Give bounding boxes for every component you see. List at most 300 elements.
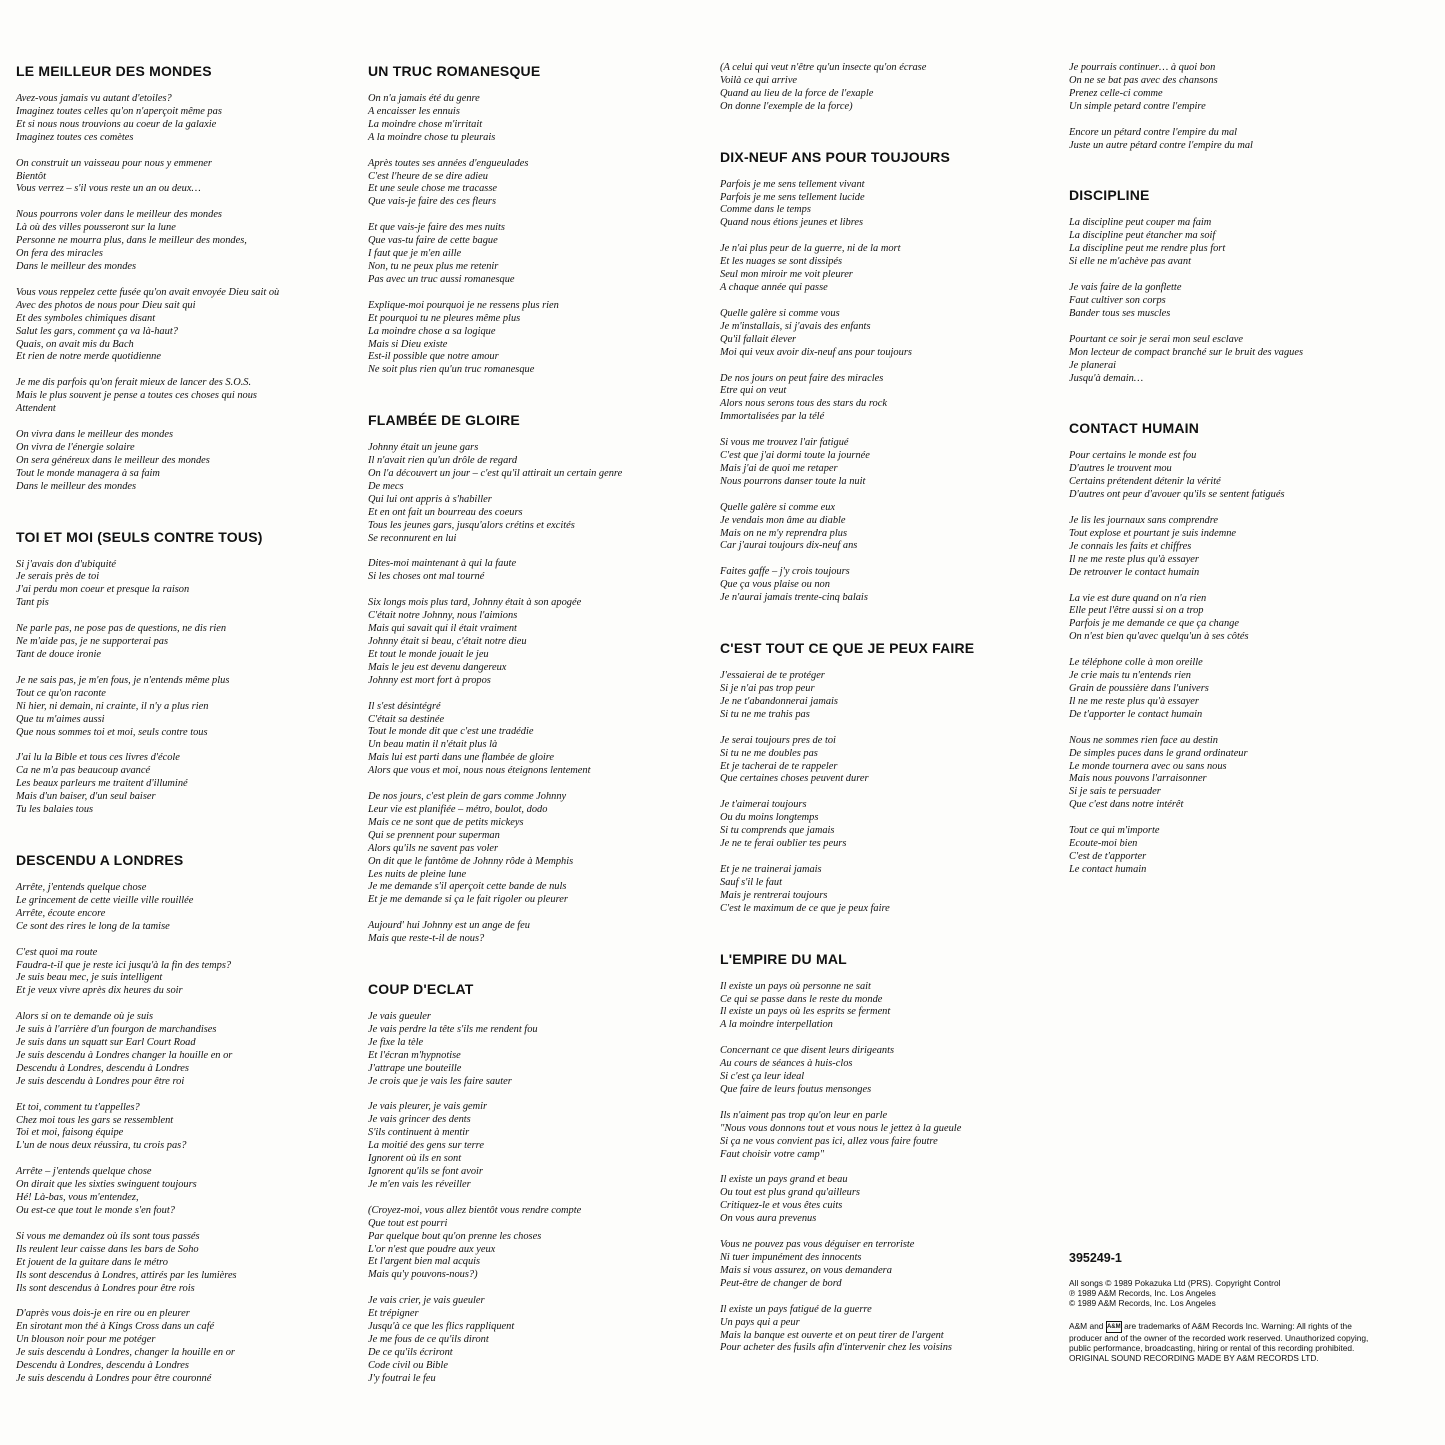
stanza: [720, 62, 1050, 114]
lyric-line: Mais si Dieu existe: [368, 338, 448, 350]
lyric-line: Leur vie est planifiée – métro, boulot, dodo: [368, 803, 548, 815]
lyric-line: Il existe un pays fatigué de la guerre: [720, 1303, 872, 1315]
lyric-line: Je serais près de toi: [16, 571, 100, 583]
lyric-line: Ni hier, ni demain, ni crainte, il n'y a plus rien: [16, 700, 209, 712]
lyric-line: Mais ce ne sont que de petits mickeys: [368, 816, 524, 828]
lyric-line: Un beau matin il n'était plus là: [368, 739, 498, 751]
lyric-line: Jusqu'à ce que les flics rappliquent: [368, 1321, 515, 1333]
stanza: [720, 1304, 1050, 1356]
stanza: [16, 158, 346, 197]
lyric-line: Je vais perdre la tête s'ils me rendent fou: [368, 1023, 538, 1035]
stanza: [368, 1011, 698, 1088]
lyric-line: Prenez celle-ci comme: [1069, 87, 1163, 99]
stanza: [1069, 334, 1399, 386]
lyric-line: Il ne me reste plus qu'à essayer: [1069, 695, 1199, 707]
lyric-line: La vie est dure quand on n'a rien: [1069, 592, 1207, 604]
lyric-line: On vivra dans le meilleur des mondes: [16, 429, 173, 441]
song-title: CONTACT HUMAIN: [1069, 420, 1200, 437]
lyric-line: Ce qui se passe dans le reste du monde: [720, 993, 883, 1005]
lyric-line: Ils sont descendus à Londres pour être rois: [16, 1282, 195, 1294]
credit-line: © 1989 A&M Records, Inc. Los Angeles: [1069, 1298, 1216, 1309]
stanza: [368, 93, 698, 145]
legal-notice: [1069, 1321, 1369, 1364]
lyric-line: Et je ne trainerai jamais: [720, 863, 822, 875]
song-title: L'EMPIRE DU MAL: [720, 950, 847, 967]
stanza: [368, 158, 698, 210]
lyric-line: Mais la banque est ouverte et on peut tirer de l'argent: [720, 1329, 944, 1341]
lyric-line: Avec des photos de nous pour Dieu sait qui: [16, 299, 196, 311]
lyric-line: De nos jours, c'est plein de gars comme Johnny: [368, 791, 567, 803]
lyric-line: Je lis les journaux sans comprendre: [1069, 515, 1219, 527]
lyric-line: Alors que vous et moi, nous nous éteignons lentement: [368, 765, 591, 777]
lyric-line: Chez moi tous les gars se ressemblent: [16, 1114, 174, 1126]
lyric-line: Je m'en vais les réveiller: [368, 1178, 471, 1190]
stanza: [368, 791, 698, 907]
lyric-line: Pour certains le monde est fou: [1069, 450, 1197, 462]
song-title: DISCIPLINE: [1069, 187, 1150, 204]
lyric-line: Dans le meilleur des mondes: [16, 480, 137, 492]
stanza: [368, 1101, 698, 1191]
lyric-line: D'après vous dois-je en rire ou en pleurer: [16, 1308, 190, 1320]
lyric-line: J'ai lu la Bible et tous ces livres d'école: [16, 752, 180, 764]
stanza: [720, 373, 1050, 425]
stanza: [368, 300, 698, 377]
lyric-line: Ne m'aide pas, je ne supporterai pas: [16, 636, 169, 648]
lyric-line: Tous les jeunes gars, jusqu'alors crétins et excités: [368, 519, 575, 531]
lyric-line: Je suis descendu à Londres pour être couronné: [16, 1372, 212, 1384]
stanza: [720, 437, 1050, 489]
lyric-line: Imaginez toutes ces comètes: [16, 131, 134, 143]
stanza: [1069, 127, 1399, 153]
stanza: [16, 1102, 346, 1154]
lyric-line: Et jouent de la guitare dans le métro: [16, 1256, 168, 1268]
lyric-line: Si je n'ai pas trop peur: [720, 683, 815, 694]
lyric-line: C'est de t'apporter: [1069, 850, 1147, 862]
lyric-line: Alors qu'ils ne savent pas voler: [368, 842, 499, 854]
lyric-line: On construit un vaisseau pour nous y emmener: [16, 157, 212, 169]
stanza: [16, 947, 346, 999]
lyric-line: Jusqu'à demain…: [1069, 372, 1144, 384]
lyric-line: Mais j'ai de quoi me retaper: [720, 462, 838, 474]
lyric-line: On l'a découvert un jour – c'est qu'il attirait un certain genre: [368, 468, 623, 480]
lyric-line: Je suis dans un squatt sur Earl Court Road: [16, 1037, 196, 1049]
lyric-line: Ecoute-moi bien: [1069, 838, 1138, 850]
stanza: [16, 209, 346, 274]
lyric-line: Six longs mois plus tard, Johnny était à son apogée: [368, 597, 582, 609]
lyric-line: Quais, on avait mis du Bach: [16, 338, 134, 350]
song-block: [720, 639, 1050, 916]
song-block: [368, 980, 698, 1386]
lyric-line: La moindre chose a sa logique: [368, 325, 496, 337]
lyric-line: De t'apporter le contact humain: [1069, 708, 1203, 720]
lyric-line: Je vais pleurer, je vais gemir: [368, 1101, 488, 1113]
song-title: FLAMBÉE DE GLOIRE: [368, 412, 520, 429]
lyric-line: Tant de douce ironie: [16, 649, 101, 660]
lyric-line: Et toi, comment tu t'appelles?: [16, 1101, 140, 1113]
lyric-line: Ils n'aiment pas trop qu'on leur en parle: [720, 1109, 888, 1121]
lyric-line: Elle peut l'être aussi si on a trop: [1069, 605, 1204, 617]
lyric-line: Ne soit plus rien qu'un truc romanesque: [368, 364, 535, 376]
lyric-line: D'autres ont peur d'avouer qu'ils se sentent fatigués: [1069, 489, 1285, 501]
lyric-line: A la moindre chose tu pleurais: [368, 131, 496, 143]
lyric-line: Nous pourrons voler dans le meilleur des mondes: [16, 209, 222, 221]
lyric-line: Et les nuages se sont dissipés: [720, 256, 843, 268]
lyric-line: Que tu m'aimes aussi: [16, 713, 105, 725]
song-title: C'EST TOUT CE QUE JE PEUX FAIRE: [720, 640, 975, 657]
lyric-line: Et rien de notre merde quotidienne: [16, 351, 161, 363]
lyric-line: Ce sont des rires le long de la tamise: [16, 920, 170, 932]
lyric-line: Parfois je me sens tellement lucide: [720, 191, 865, 203]
lyric-line: Et trépigner: [368, 1308, 419, 1320]
stanza: [368, 920, 698, 946]
lyric-line: Si tu comprends que jamais: [720, 825, 835, 837]
credit-line: ℗ 1989 A&M Records, Inc. Los Angeles: [1069, 1288, 1216, 1299]
stanza: [1069, 217, 1399, 269]
lyric-line: Que certaines choses peuvent durer: [720, 773, 869, 785]
stanza: [16, 623, 346, 662]
lyric-line: Qui se prennent pour superman: [368, 829, 500, 841]
lyric-line: Et pourquoi tu ne pleures même plus: [368, 312, 521, 324]
lyric-line: Johnny était un jeune gars: [368, 442, 479, 454]
lyric-line: Que ça vous plaise ou non: [720, 579, 830, 591]
lyric-line: On ne se bat pas avec des chansons: [1069, 74, 1218, 86]
lyric-line: Tout explose et pourtant je suis indemne: [1069, 527, 1237, 539]
lyric-line: Encore un pétard contre l'empire du mal: [1069, 126, 1238, 138]
lyric-line: Un blouson noir pour me potéger: [16, 1334, 156, 1346]
song-title: LE MEILLEUR DES MONDES: [16, 63, 212, 79]
song-block: [16, 528, 346, 817]
lyric-line: Tout le monde dit que c'est une tradédie: [368, 726, 534, 738]
lyric-line: Sauf s'il le faut: [720, 876, 782, 888]
lyric-line: Critiquez-le et vous êtes cuits: [720, 1200, 843, 1212]
lyric-line: Quand au lieu de la force de l'exaple: [720, 87, 874, 99]
lyric-line: I faut que je m'en aille: [368, 248, 462, 260]
legal-prefix: A&M and: [1069, 1320, 1104, 1331]
lyric-line: On vous aura prevenus: [720, 1213, 817, 1225]
lyric-line: On vivra de l'énergie solaire: [16, 441, 135, 453]
stanza: [368, 222, 698, 287]
lyric-line: La discipline peut couper ma faim: [1069, 217, 1212, 229]
lyric-line: Si tu ne me doubles pas: [720, 747, 818, 759]
lyric-line: Seul mon miroir me voit pleurer: [720, 269, 853, 281]
lyric-line: Je suis descendu à Londres changer la houille en or: [16, 1049, 233, 1061]
lyric-line: Mais lui est parti dans une flambée de gloire: [368, 752, 555, 764]
lyric-line: Si j'avais don d'ubiquité: [16, 558, 116, 570]
stanza: [16, 287, 346, 364]
lyric-line: Et en ont fait un bourreau des coeurs: [368, 506, 523, 518]
stanza: [368, 558, 698, 584]
lyric-line: On fera des miracles: [16, 248, 103, 260]
lyric-line: J'ai perdu mon coeur et presque la raison: [16, 584, 190, 596]
stanza: [720, 1174, 1050, 1226]
lyric-line: Arrête – j'entends quelque chose: [16, 1166, 152, 1178]
lyric-line: L'or n'est que poudre aux yeux: [368, 1243, 496, 1255]
lyric-line: S'ils continuent à mentir: [368, 1127, 470, 1139]
copyright-credits: [1069, 1278, 1389, 1309]
lyric-line: Je ne sais pas, je m'en fous, je n'entends même plus: [16, 674, 230, 686]
lyric-line: Ne parle pas, ne pose pas de questions, ne dis rien: [16, 623, 227, 635]
lyric-line: Tant pis: [16, 597, 49, 609]
lyric-line: De simples puces dans le grand ordinateur: [1069, 747, 1248, 759]
lyric-line: Dites-moi maintenant à qui la faute: [368, 558, 517, 570]
lyric-line: Et l'écran m'hypnotise: [368, 1049, 461, 1061]
lyric-line: Je vais crier, je vais gueuler: [368, 1295, 485, 1307]
lyric-line: Et si nous nous trouvions au coeur de la galaxie: [16, 118, 217, 130]
lyrics-column-4: [1069, 62, 1399, 877]
lyric-line: Si les choses ont mal tourné: [368, 571, 485, 583]
stanza: [16, 1308, 346, 1385]
song-block: [16, 851, 346, 1386]
lyric-line: J'y foutrai le feu: [368, 1372, 436, 1384]
lyric-line: Vous vous reppelez cette fusée qu'on avait envoyée Dieu sait où: [16, 286, 280, 298]
lyric-line: On n'a jamais été du genre: [368, 93, 480, 104]
lyric-line: Et l'argent bien mal acquis: [368, 1256, 481, 1268]
lyric-line: La moindre chose m'irritait: [368, 118, 483, 130]
lyric-line: On sera généreux dans le meilleur des mondes: [16, 454, 210, 466]
song-title: DESCENDU A LONDRES: [16, 851, 184, 868]
lyric-line: (A celui qui veut n'être qu'un insecte qu'on écrase: [720, 62, 927, 73]
lyric-line: Arrête, écoute encore: [16, 907, 106, 919]
lyric-line: Et je veux vivre après dix heures du soir: [16, 985, 183, 997]
stanza: [720, 1045, 1050, 1097]
lyric-line: La moitié des gens sur terre: [368, 1140, 484, 1152]
lyric-line: Mais le plus souvent je pense a toutes ces choses qui nous: [16, 390, 257, 402]
lyric-line: A chaque année qui passe: [720, 281, 828, 293]
lyric-line: Vous ne pouvez pas vous déguiser en terroriste: [720, 1239, 915, 1251]
stanza: [720, 864, 1050, 916]
lyric-line: Ignorent où ils en sont: [368, 1153, 462, 1165]
lyric-line: Je vais gueuler: [368, 1011, 431, 1023]
lyric-line: Ils reulent leur caisse dans les bars de Soho: [16, 1243, 199, 1255]
lyric-line: Imaginez toutes celles qu'on n'aperçoit même pas: [16, 105, 222, 117]
song-block: [368, 411, 698, 946]
lyric-line: Je suis descendu à Londres pour être roi: [16, 1075, 185, 1087]
stanza: [720, 799, 1050, 851]
lyric-line: La discipline peut étancher ma soif: [1069, 230, 1216, 242]
lyric-line: Bientôt: [16, 170, 47, 182]
lyric-line: Etre qui on veut: [720, 385, 787, 397]
lyric-line: Je suis à l'arrière d'un fourgon de marchandises: [16, 1024, 217, 1036]
lyric-line: Peut-être de changer de bord: [720, 1277, 842, 1289]
lyric-line: C'est le maximum de ce que je peux faire: [720, 902, 890, 914]
legal-text: are trademarks of A&M Records Inc. Warning: All rights of the producer and of the owner of the recorded work reserved. Unauthorized copying, public performance, broadcasting, hiring or rental of this recording prohibited. ORIGINAL SOUND RECORDING MADE BY A&M RECORDS LTD.: [1069, 1320, 1369, 1364]
lyric-line: Si vous me demandez où ils sont tous passés: [16, 1230, 200, 1242]
lyric-line: (Croyez-moi, vous allez bientôt vous rendre compte: [368, 1204, 582, 1216]
lyric-line: Johnny est mort fort à propos: [368, 674, 491, 686]
stanza: [720, 1239, 1050, 1291]
lyric-line: Johnny était si beau, c'était notre dieu: [368, 636, 527, 647]
stanza: [368, 701, 698, 778]
lyric-line: De nos jours on peut faire des miracles: [720, 372, 884, 384]
lyric-line: Pourtant ce soir je serai mon seul esclave: [1069, 333, 1244, 345]
lyric-line: Et une seule chose me tracasse: [368, 183, 497, 195]
lyric-line: Quelle galère si comme eux: [720, 501, 836, 513]
lyric-line: Ignorent qu'ils se font avoir: [368, 1166, 483, 1177]
lyric-line: Descendu à Londres, descendu à Londres: [16, 1062, 189, 1074]
lyric-line: Je fixe la tèle: [368, 1036, 424, 1048]
lyric-line: Mais si vous assurez, on vous demandera: [720, 1264, 892, 1276]
lyric-line: Attendent: [16, 403, 56, 415]
lyric-line: Comme dans le temps: [720, 204, 811, 216]
lyric-line: Le monde tournera avec ou sans nous: [1069, 760, 1227, 772]
lyric-line: Juste un autre pétard contre l'empire du mal: [1069, 139, 1253, 151]
lyric-line: Les nuits de pleine lune: [368, 868, 467, 880]
lyric-line: C'est quoi ma route: [16, 946, 98, 958]
lyric-line: Personne ne mourra plus, dans le meilleur des mondes,: [16, 235, 247, 247]
lyric-line: Qui lui ont appris à s'habiller: [368, 493, 492, 505]
lyric-line: Il existe un pays où personne ne sait: [720, 980, 871, 992]
lyric-line: Je suis beau mec, je suis intelligent: [16, 972, 163, 984]
lyric-line: Que vas-tu faire de cette bague: [368, 235, 498, 247]
lyric-line: Ou tout est plus grand qu'ailleurs: [720, 1187, 860, 1199]
song-block: [1069, 186, 1399, 385]
lyric-line: Et je me demande si ça le fait rigoler ou pleurer: [368, 894, 568, 906]
song-block: [1069, 419, 1399, 876]
credits-block: [1069, 1251, 1389, 1363]
lyric-line: Alors nous serons tous des stars du rock: [720, 398, 887, 410]
lyric-line: Faudra-t-il que je reste ici jusqu'à la fin des temps?: [16, 959, 232, 971]
stanza: [720, 179, 1050, 231]
lyric-line: Que tout est pourri: [368, 1217, 448, 1229]
stanza: [720, 670, 1050, 722]
lyric-line: Je crie mais tu n'entends rien: [1069, 670, 1191, 682]
lyric-line: Tu les balaies tous: [16, 804, 94, 816]
lyric-line: Si vous me trouvez l'air fatigué: [720, 437, 849, 449]
lyric-line: Un simple petard contre l'empire: [1069, 100, 1206, 112]
stanza: [1069, 515, 1399, 580]
stanza: [1069, 735, 1399, 812]
lyric-line: Tout le monde managera à sa faim: [16, 467, 160, 479]
lyric-line: Je vais grincer des dents: [368, 1114, 471, 1126]
lyric-line: Il s'est désintégré: [368, 700, 441, 712]
lyric-line: Ou du moins longtemps: [720, 812, 819, 824]
lyric-line: Le téléphone colle à mon oreille: [1069, 657, 1203, 669]
song-block: [16, 62, 346, 494]
lyric-line: Descendu à Londres, descendu à Londres: [16, 1360, 189, 1372]
lyric-line: Mais nous pouvons l'arraisonner: [1069, 773, 1207, 785]
stanza: [16, 93, 346, 145]
lyric-line: De mecs: [368, 480, 404, 492]
stanza: [16, 377, 346, 416]
lyric-line: Moi qui veux avoir dix-neuf ans pour toujours: [720, 346, 912, 358]
lyric-line: Au cours de séances à huis-clos: [720, 1058, 853, 1070]
stanza: [16, 882, 346, 934]
lyric-line: Pas avec un truc aussi romanesque: [368, 273, 515, 285]
lyric-line: Mais qui savait qui il était vraiment: [368, 623, 517, 635]
lyric-line: A encaisser les ennuis: [368, 105, 460, 117]
lyric-line: Quelle galère si comme vous: [720, 307, 840, 319]
lyric-line: Mais le jeu est devenu dangereux: [368, 661, 507, 673]
lyric-line: Faites gaffe – j'y crois toujours: [720, 566, 850, 578]
lyric-line: Je me fous de ce qu'ils diront: [368, 1333, 489, 1345]
lyric-line: Si tu ne me trahis pas: [720, 708, 810, 720]
lyric-line: A la moindre interpellation: [720, 1019, 833, 1031]
lyric-line: L'un de nous deux réussira, tu crois pas?: [16, 1140, 187, 1152]
lyric-line: Il n'avait rien qu'un drôle de regard: [368, 455, 518, 467]
lyric-line: "Nous vous donnons tout et vous nous le jettez à la gueule: [720, 1122, 962, 1134]
stanza: [720, 981, 1050, 1033]
lyric-line: Et je tacherai de te rappeler: [720, 760, 838, 772]
stanza: [16, 429, 346, 494]
lyric-line: Que c'est dans notre intérêt: [1069, 799, 1184, 811]
lyric-line: Je m'installais, si j'avais des enfants: [720, 320, 871, 332]
stanza: [16, 752, 346, 817]
stanza: [16, 675, 346, 740]
song-title: COUP D'ECLAT: [368, 981, 474, 998]
lyric-line: Là où des villes pousseront sur la lune: [16, 222, 176, 234]
stanza: [720, 566, 1050, 605]
lyric-line: Concernant ce que disent leurs dirigeants: [720, 1045, 895, 1057]
stanza: [1069, 450, 1399, 502]
credit-line: All songs © 1989 Pokazuka Ltd (PRS). Copyright Control: [1069, 1278, 1281, 1288]
lyric-line: Je ne te ferai oublier tes peurs: [720, 838, 847, 850]
lyric-line: J'essaierai de te protéger: [720, 670, 825, 682]
lyric-line: De retrouver le contact humain: [1069, 566, 1200, 578]
lyric-line: Faut choisir votre camp": [720, 1148, 825, 1160]
lyric-line: Un pays qui a peur: [720, 1316, 800, 1328]
lyric-line: Je n'aurai jamais trente-cinq balais: [720, 592, 868, 604]
lyric-line: Que faire de leurs foutus mensonges: [720, 1083, 872, 1095]
lyric-line: Dans le meilleur des mondes: [16, 260, 137, 272]
lyric-line: La discipline peut me rendre plus fort: [1069, 243, 1226, 255]
song-block: [720, 148, 1050, 605]
stanza: [1069, 657, 1399, 722]
stanza: [720, 735, 1050, 787]
song-block: [368, 62, 698, 377]
lyric-line: Ca ne m'a pas beaucoup avancé: [16, 765, 151, 777]
lyric-line: Parfois je me sens tellement vivant: [720, 178, 865, 190]
lyric-line: De ce qu'ils écriront: [368, 1346, 453, 1358]
lyric-line: Se reconnurent en lui: [368, 532, 457, 544]
lyric-line: Code civil ou Bible: [368, 1359, 448, 1371]
lyric-line: Voilà ce qui arrive: [720, 74, 798, 86]
song-title: UN TRUC ROMANESQUE: [368, 63, 541, 79]
lyric-line: Mais on ne m'y reprendra plus: [720, 527, 847, 539]
lyric-line: Tout ce qu'on raconte: [16, 687, 106, 699]
lyric-line: C'était sa destinée: [368, 713, 445, 725]
lyric-line: Toi et moi, faisong équipe: [16, 1127, 124, 1139]
lyric-line: On dirait que les sixties swinguent toujours: [16, 1179, 197, 1191]
lyric-line: Pour acheter des fusils afin d'intervenir chez les voisins: [720, 1342, 952, 1354]
stanza: [16, 1231, 346, 1296]
lyric-line: C'est l'heure de se dire adieu: [368, 170, 488, 182]
lyric-line: C'était notre Johnny, nous l'aimions: [368, 610, 518, 622]
lyrics-column-2: [368, 62, 698, 1386]
lyric-line: Grain de poussière dans l'univers: [1069, 683, 1209, 694]
lyric-line: Qu'il fallait élever: [720, 333, 797, 345]
lyric-line: Il existe un pays où les esprits se ferment: [720, 1006, 891, 1018]
stanza: [16, 1011, 346, 1088]
lyric-line: Que vais-je faire des ces fleurs: [368, 196, 497, 208]
lyric-line: D'autres le trouvent mou: [1069, 463, 1172, 475]
lyric-line: On dit que le fantôme de Johnny rôde à Memphis: [368, 855, 574, 867]
lyrics-column-1: [16, 62, 346, 1386]
lyric-line: Le grincement de cette vieille ville rouillée: [16, 894, 194, 906]
lyric-line: Si je sais te persuader: [1069, 786, 1161, 798]
lyric-line: J'attrape une bouteille: [368, 1062, 462, 1074]
lyric-line: Mais je rentrerai toujours: [720, 889, 828, 901]
lyric-line: Il existe un pays grand et beau: [720, 1174, 848, 1186]
stanza: [720, 308, 1050, 360]
song-title: TOI ET MOI (SEULS CONTRE TOUS): [16, 528, 263, 545]
lyric-line: Explique-moi pourquoi je ne ressens plus rien: [368, 299, 559, 311]
lyric-line: Et des symboles chimiques disant: [16, 312, 156, 324]
stanza: [368, 442, 698, 545]
lyric-line: Je ne t'abandonnerai jamais: [720, 695, 838, 707]
lyric-line: Arrête, j'entends quelque chose: [16, 881, 147, 893]
lyric-line: Les beaux parleurs me traitent d'illuminé: [16, 778, 188, 790]
stanza: [368, 1205, 698, 1282]
